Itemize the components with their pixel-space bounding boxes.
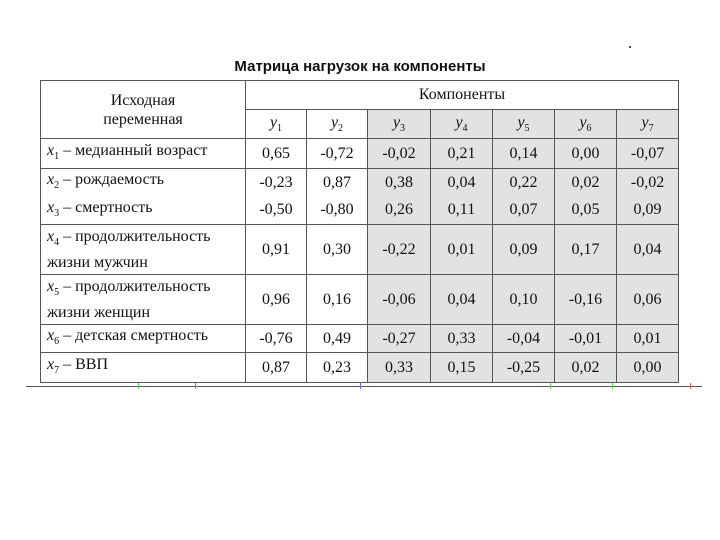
table-row	[41, 139, 679, 169]
cell: -0,02	[368, 139, 431, 169]
col-header-y7: $y_7$	[617, 110, 679, 139]
col-header-y4: $y_4$	[431, 110, 493, 139]
row-label: $x_2$ – рождаемость	[41, 169, 246, 197]
cell: -0,04	[493, 325, 555, 353]
table-row	[41, 197, 679, 225]
scan-artifact	[550, 383, 551, 389]
stray-dot	[629, 46, 631, 48]
row-label: $x_3$ – смертность	[41, 197, 246, 225]
cell: 0,07	[493, 197, 555, 225]
cell: 0,49	[307, 325, 368, 353]
row-label: $x_4$ – продолжительность жизни мужчин	[41, 225, 246, 275]
cell: 0,04	[431, 275, 493, 325]
table-row	[41, 353, 679, 383]
cell: -0,27	[368, 325, 431, 353]
cell: 0,38	[368, 169, 431, 197]
table-row	[41, 169, 679, 197]
cell: 0,10	[493, 275, 555, 325]
col-header-y1: $y_1$	[246, 110, 307, 139]
scan-artifact	[612, 383, 613, 389]
cell: 0,11	[431, 197, 493, 225]
col-header-y6: $y_6$	[555, 110, 617, 139]
cell: 0,15	[431, 353, 493, 383]
cell: 0,33	[368, 353, 431, 383]
cell: 0,87	[307, 169, 368, 197]
cell: 0,22	[493, 169, 555, 197]
header-variable-line1: Исходная	[110, 91, 176, 109]
table-title: Матрица нагрузок на компоненты	[234, 58, 486, 75]
row-label: $x_6$ – детская смертность	[41, 325, 246, 353]
cell: 0,02	[555, 353, 617, 383]
cell: -0,01	[555, 325, 617, 353]
cell: -0,06	[368, 275, 431, 325]
row-label: $x_1$ – медианный возраст	[41, 139, 246, 169]
cell: 0,05	[555, 197, 617, 225]
cell: 0,04	[431, 169, 493, 197]
cell: 0,33	[431, 325, 493, 353]
cell: -0,25	[493, 353, 555, 383]
cell: 0,01	[431, 225, 493, 275]
cell: 0,01	[617, 325, 679, 353]
scan-artifact	[690, 383, 691, 389]
cell: 0,21	[431, 139, 493, 169]
cell: -0,72	[307, 139, 368, 169]
cell: 0,04	[617, 225, 679, 275]
header-components: Компоненты	[246, 81, 679, 110]
cell: 0,30	[307, 225, 368, 275]
table-row	[41, 225, 679, 275]
cell: 0,00	[617, 353, 679, 383]
cell: -0,80	[307, 197, 368, 225]
cell: 0,87	[246, 353, 307, 383]
row-label: $x_7$ – ВВП	[41, 353, 246, 383]
header-variable	[41, 81, 246, 139]
cell: 0,09	[493, 225, 555, 275]
cell: 0,02	[555, 169, 617, 197]
cell: 0,00	[555, 139, 617, 169]
bottom-rule	[26, 386, 702, 387]
cell: -0,23	[246, 169, 307, 197]
cell: 0,14	[493, 139, 555, 169]
cell: 0,06	[617, 275, 679, 325]
col-header-y2: $y_2$	[307, 110, 368, 139]
table-row	[41, 275, 679, 325]
cell: -0,22	[368, 225, 431, 275]
cell: 0,65	[246, 139, 307, 169]
col-header-y3: $y_3$	[368, 110, 431, 139]
loadings-table	[40, 80, 679, 383]
cell: 0,26	[368, 197, 431, 225]
col-header-y5: $y_5$	[493, 110, 555, 139]
cell: 0,17	[555, 225, 617, 275]
cell: -0,02	[617, 169, 679, 197]
cell: 0,09	[617, 197, 679, 225]
cell: -0,16	[555, 275, 617, 325]
scan-artifact	[195, 383, 196, 389]
table-row	[41, 325, 679, 353]
header-variable-line2: переменная	[103, 110, 183, 128]
row-label: $x_5$ – продолжительность жизни женщин	[41, 275, 246, 325]
cell: 0,91	[246, 225, 307, 275]
cell: -0,50	[246, 197, 307, 225]
cell: 0,23	[307, 353, 368, 383]
cell: 0,96	[246, 275, 307, 325]
cell: -0,76	[246, 325, 307, 353]
cell: 0,16	[307, 275, 368, 325]
scan-artifact	[360, 383, 361, 389]
cell: -0,07	[617, 139, 679, 169]
scan-artifact	[138, 383, 139, 389]
